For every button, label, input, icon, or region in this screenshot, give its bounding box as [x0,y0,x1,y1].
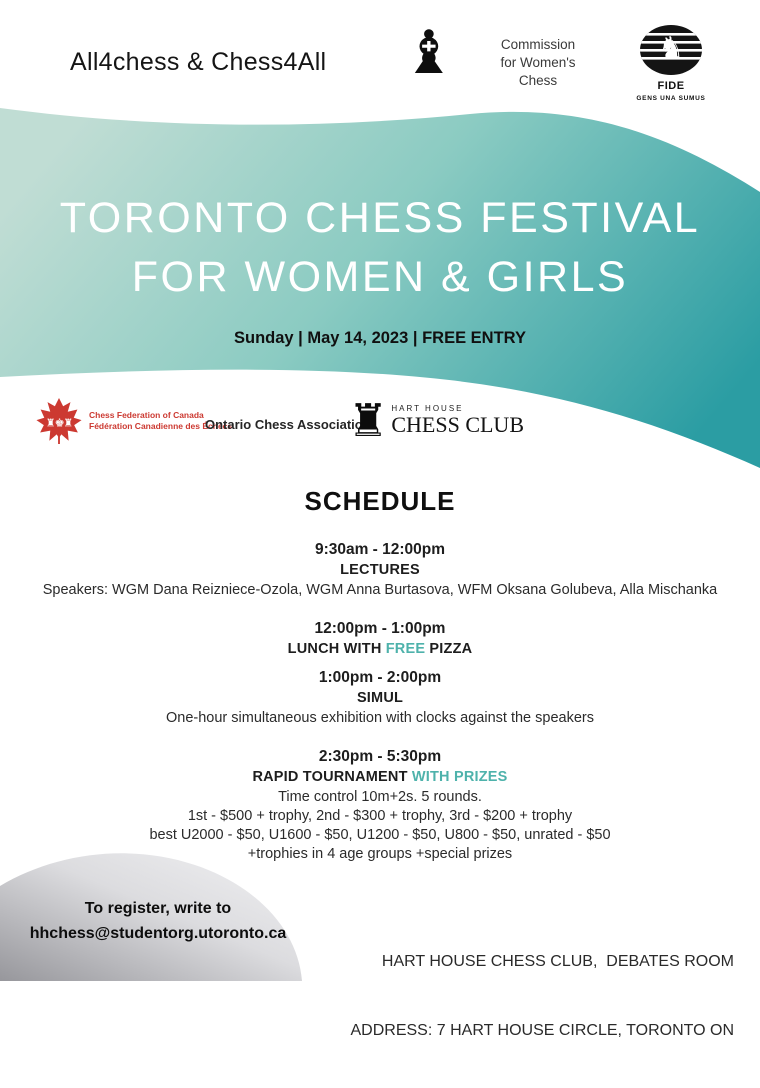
register-email: hhchess@studentorg.utoronto.ca [29,925,287,942]
hart-house-label-top: HART HOUSE [391,404,464,413]
item-title: LUNCH WITH FREE PIZZA [287,641,473,657]
fide-name: FIDE [653,80,688,92]
rook-icon: ♜ [348,394,389,447]
item-description: Speakers: WGM Dana Reizniece-Ozola, WGM Anna Burtasova, WFM Oksana Golubeva, Alla Mischanka [42,582,718,598]
item-time: 1:00pm - 2:00pm [318,669,442,686]
commission-line-2: for Women's [500,55,576,70]
schedule-section [0,486,760,884]
fide-motto: GENS UNA SUMUS [636,95,706,102]
item-description: 1st - $500 + trophy, 2nd - $300 + trophy, 3rd - $200 + trophy [187,808,573,824]
item-title: LECTURES [340,562,420,578]
brand-wordmark: All4chess & Chess4All [70,48,327,76]
registration-info [8,896,308,946]
knight-icon: ♞ [658,29,684,64]
item-description: Time control 10m+2s. 5 rounds. [278,789,482,805]
hart-house-text [391,397,524,445]
commission-label [478,36,598,90]
item-description: One-hour simultaneous exhibition with clocks against the speakers [166,710,594,726]
cfc-label-en: Chess Federation of Canada [89,410,204,420]
poster-title-line-2: FOR WOMEN & GIRLS [131,253,629,301]
item-time: 9:30am - 12:00pm [314,541,446,558]
cfc-chess-pieces-icon: ♜♚♜ [45,416,73,430]
ontario-chess-association-label: Ontario Chess Association [205,417,371,432]
maple-leaf-icon [36,396,82,446]
item-title: SIMUL [356,690,404,706]
hart-house-logo [348,394,524,447]
partner-logos-row [0,394,760,458]
schedule-item-simul [0,669,760,728]
item-time: 12:00pm - 1:00pm [314,620,446,637]
fide-logo [628,24,714,102]
poster-title-line-1: TORONTO CHESS FESTIVAL [59,194,701,242]
cfc-label-fr: Fédération Canadienne des Échecs [89,421,233,431]
bishop-icon: ♝ [402,18,456,88]
schedule-item-lectures [0,541,760,600]
cfc-logo [36,396,232,446]
venue-line-1: HART HOUSE CHESS CLUB, DEBATES ROOM [381,953,734,970]
hart-house-label-bottom: CHESS CLUB [391,412,524,437]
schedule-heading: SCHEDULE [304,486,456,516]
item-title: RAPID TOURNAMENT WITH PRIZES [252,769,508,785]
item-time: 2:30pm - 5:30pm [318,748,442,765]
event-date-subtitle: Sunday | May 14, 2023 | FREE ENTRY [234,329,526,347]
item-description: best U2000 - $50, U1600 - $50, U1200 - $50, U800 - $50, unrated - $50 [149,827,611,843]
venue-address [304,904,734,1088]
register-line: To register, write to [84,900,232,917]
commission-line-3: Chess [518,73,558,88]
fide-globe-icon [639,24,703,76]
venue-line-2: ADDRESS: 7 HART HOUSE CIRCLE, TORONTO ON [350,1022,734,1039]
item-description: +trophies in 4 age groups +special prizes [247,846,513,862]
schedule-item-lunch [0,620,760,657]
commission-line-1: Commission [500,37,576,52]
